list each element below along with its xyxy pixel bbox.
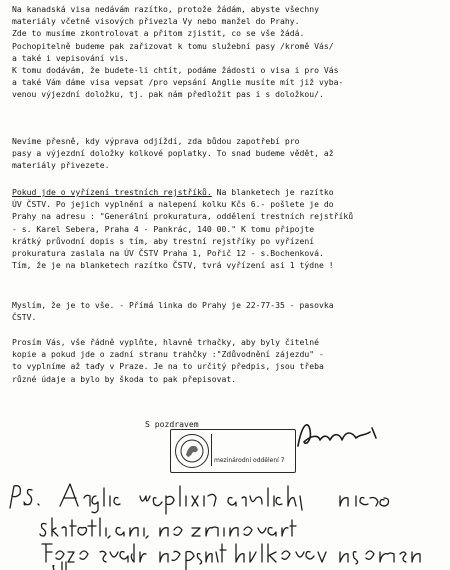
office-stamp bbox=[170, 429, 296, 473]
text-line: krátký průvodní dopis s tím, aby trestní rejstříky po vyřízení bbox=[12, 235, 315, 246]
text-fragment: Na blanketech je razítko bbox=[211, 187, 334, 197]
text-line: různé údaje a bylo by škoda to pak přepisovat. bbox=[12, 373, 237, 384]
paragraph-criminal-records bbox=[12, 186, 442, 271]
seal-emblem bbox=[175, 434, 209, 468]
text-line: pasy a výjezdní doložky kolkové poplatky. To snad budeme vědět, až bbox=[12, 148, 334, 159]
closing-greeting: S pozdravem bbox=[145, 419, 199, 429]
paragraph-contact bbox=[12, 299, 442, 323]
paragraph-instructions bbox=[12, 336, 442, 385]
stamp-department: mezinárodní oddělení 7 bbox=[214, 457, 285, 464]
text-line: a také i vepisování vis. bbox=[12, 52, 129, 63]
text-line: a také Vám dáme visa vepsat /pro vepsání Anglie musíte mít již vyba- bbox=[12, 77, 344, 88]
paragraph-visa bbox=[12, 3, 442, 101]
paragraph-fees bbox=[12, 135, 442, 172]
text-line: Pochopitelně budeme pak zařizovat k tomu služební pasy /kromě Vás/ bbox=[12, 40, 334, 51]
text-line: venou výjezdní doložku, tj. pak nám předložit pas i s doložkou/. bbox=[12, 89, 324, 100]
section-heading: Pokud jde o vyřízení trestních rejstříků. bbox=[12, 187, 212, 197]
lion-emblem-icon bbox=[176, 435, 208, 467]
text-line: Prahy na adresu : "Generální prokuratura, oddělení trestních rejstříků bbox=[12, 211, 354, 222]
text-line: K tomu dodávám, že budete-li chtít, podáme žádosti o visa i pro Vás bbox=[12, 65, 339, 76]
stamp-body bbox=[211, 434, 292, 466]
text-line bbox=[12, 186, 442, 198]
handwritten-signature bbox=[292, 416, 382, 456]
text-line: ÚV ČSTV. Po jejich vyplnění a nalepení kolku Kčs 6.- pošlete je do bbox=[12, 199, 334, 210]
text-line: prokuratura zaslala na ÚV ČSTV Praha 1, Pořič 12 - s.Bochenková. bbox=[12, 248, 324, 259]
text-line: Na kanadská visa nedávám razítko, protože žádám, abyste všechny bbox=[12, 4, 319, 14]
text-line: Zde to musíme zkontrolovat a přitom zjistit, co se vše žádá. bbox=[12, 28, 305, 39]
text-line: kopie a pokud jde o zadní stranu trahčky :"Zdůvodnění zájezdu" - bbox=[12, 349, 324, 360]
text-line: materiály přivezete. bbox=[12, 160, 110, 171]
text-line: Myslím, že je to vše. - Přímá linka do Prahy je 22-77-35 - pasovka bbox=[12, 300, 334, 310]
text-line: materiály včetně visových přivezla Vy nebo manžel do Prahy. bbox=[12, 16, 300, 27]
text-line: ČSTV. bbox=[12, 312, 37, 323]
text-line: - s. Karel Sebera, Praha 4 - Pankrác, 140 00." K tomu připojte bbox=[12, 223, 315, 234]
text-line: Nevíme přesně, kdy výprava odjíždí, zda bůdou zapotřebí pro bbox=[12, 136, 300, 146]
handwritten-postscript bbox=[0, 478, 450, 570]
text-line: Prosím Vás, vše řádně vyplňte, hlavně trhačky, aby byly čitelné bbox=[12, 337, 319, 347]
text-line: to vyplníme až taďy v Praze. Je na to určitý předpis, jsou třeba bbox=[12, 361, 324, 372]
text-line: Tím, že je na blanketech razítko ČSTV, tvrá vyřízení asi 1 týdne ! bbox=[12, 260, 334, 271]
